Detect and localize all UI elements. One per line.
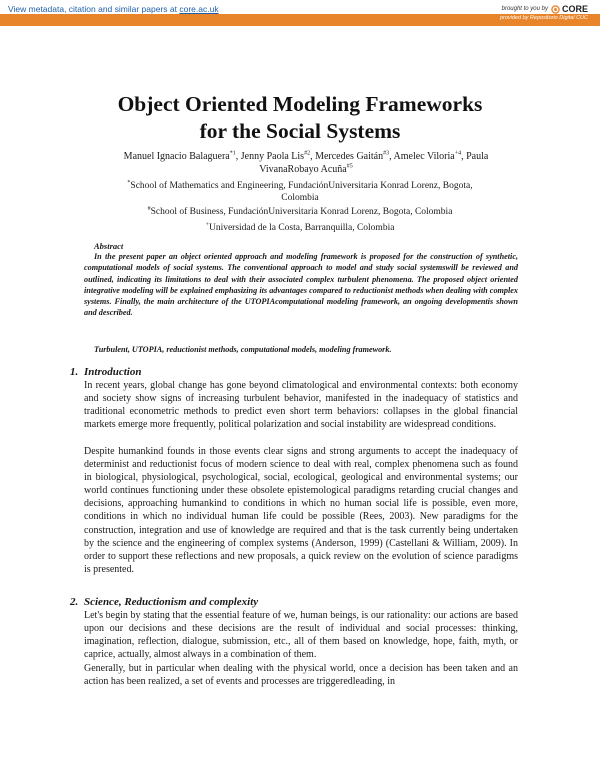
authors-line-1 — [96, 150, 516, 163]
author-3: , Mercedes Gaitán — [310, 151, 384, 162]
paper-title-line-1: Object Oriented Modeling Frameworks — [117, 92, 483, 116]
metadata-link-line — [8, 4, 219, 14]
section-1-paragraph-2: Despite humankind founds in those events clear signs and strong arguments to accept the inadequacy of determinist and reductionist focus of modern science to deal with real, complex phenomena such as found in biological, physiological, psychological, social, ecological, geological and environmental systems; our world continues functioning under these obsolete epistemological paradigms retarding crucial changes and decisions, approaching humankind to conditions in which no human social life is possible, even more, conditions in which no individual human life could be possible (Rees, 2003). New paradigms for the construction, integration and use of knowledge are required and that is the task currently being undertaken by the science and the engineering of complex systems (Anderson, 1999) (Castellani & William, 2009). In order to support these reflections and new proposals, a quick review on the evolution of science paradigms is presented. — [84, 446, 518, 575]
keywords: Turbulent, UTOPIA, reductionist methods, computational models, modeling framework. — [94, 345, 392, 354]
author-4-mark: +4 — [454, 150, 462, 157]
author-3-mark: #3 — [383, 150, 390, 157]
paper-title-line-2: for the Social Systems — [199, 119, 401, 143]
section-1-title: Introduction — [84, 366, 142, 378]
affiliation-1-line-1: School of Mathematics and Engineering, FundaciónUniversitaria Konrad Lorenz, Bogota, — [130, 181, 473, 191]
core-logo-text: CORE — [561, 4, 588, 14]
section-2-heading — [70, 596, 258, 609]
affiliation-1-mark: * — [127, 179, 131, 186]
provider-bar — [0, 14, 600, 26]
section-1-heading — [70, 366, 141, 379]
core-link[interactable]: core.ac.uk — [179, 4, 219, 14]
abstract-body: In the present paper an object oriented approach and modeling framework is proposed for the construction of synthetic, computational models of social systems. The conventional approach to model and study social systemswill be reviewed and outlined, indicating its limitations to deal with their associated complex turbulent phenomena. The proposed object oriented integrative modeling will be explained emphasizing its advantages compared to reductionist methods when dealing with complex systems. Finally, the main architecture of the UTOPIAcomputational modeling framework, an ongoing developmentis shown and described. — [84, 252, 518, 318]
abstract-heading: Abstract — [94, 241, 124, 251]
authors-line-2 — [96, 163, 516, 176]
author-4: , Amelec Viloria — [389, 151, 455, 162]
affiliation-3-text: Universidad de la Costa, Barranquilla, Colombia — [208, 223, 395, 233]
affiliation-2-text: School of Business, FundaciónUniversitaria Konrad Lorenz, Bogota, Colombia — [150, 207, 453, 217]
affiliation-1 — [90, 180, 510, 193]
section-2-paragraph-1: Let's begin by stating that the essential feature of we, human beings, is our rationality: our actions are based upon our decisions and these decisions are the result of individual and social processes: thinking, imagination, reflection, dialogue, submission, etc., all of them based on knowledge, hope, faith, myth, or caprice, actually, almost always in a combination of them. — [84, 610, 518, 661]
section-2-number: 2. — [70, 596, 79, 608]
author-5-rest: VivanaRobayo Acuña — [259, 164, 347, 175]
affiliation-2-mark: # — [147, 205, 151, 212]
provided-by-text: provided by Repositorio Digital CUC — [499, 15, 588, 21]
core-logo-icon — [551, 5, 560, 14]
author-1: Manuel Ignacio Balaguera — [123, 151, 230, 162]
author-5-start: , Paula — [461, 151, 489, 162]
affiliation-1-line-2: Colombia — [281, 193, 319, 203]
brought-text: brought to you by — [501, 6, 548, 12]
affiliation-2 — [90, 206, 510, 219]
section-2-title: Science, Reductionism and complexity — [84, 596, 259, 608]
view-metadata-text: View metadata, citation and similar papers at — [8, 4, 180, 14]
affiliation-3-mark: + — [205, 221, 209, 228]
author-2-mark: #2 — [304, 150, 311, 157]
section-2-paragraph-2: Generally, but in particular when dealing with the physical world, once a decision has been taken and an action has been realized, a set of events and processes are triggeredleading, in — [84, 663, 518, 688]
affiliation-3 — [90, 222, 510, 235]
section-1-number: 1. — [70, 366, 79, 378]
author-5-mark: #5 — [346, 163, 353, 170]
brought-to-you — [502, 4, 588, 14]
author-1-mark: *1 — [229, 150, 236, 157]
section-1-paragraph-1: In recent years, global change has gone beyond climatological and environmental contexts: both economy and society show signs of increasing turbulent behavior, manifested in the inadequacy of statistics and traditional econometric methods to predict even short term behaviors: collapses in the global financial markets emerge more frequently, political polarization and social instability are widespread conditions. — [84, 380, 518, 431]
author-2: , Jenny Paola Lis — [235, 151, 305, 162]
core-logo[interactable] — [551, 4, 588, 14]
